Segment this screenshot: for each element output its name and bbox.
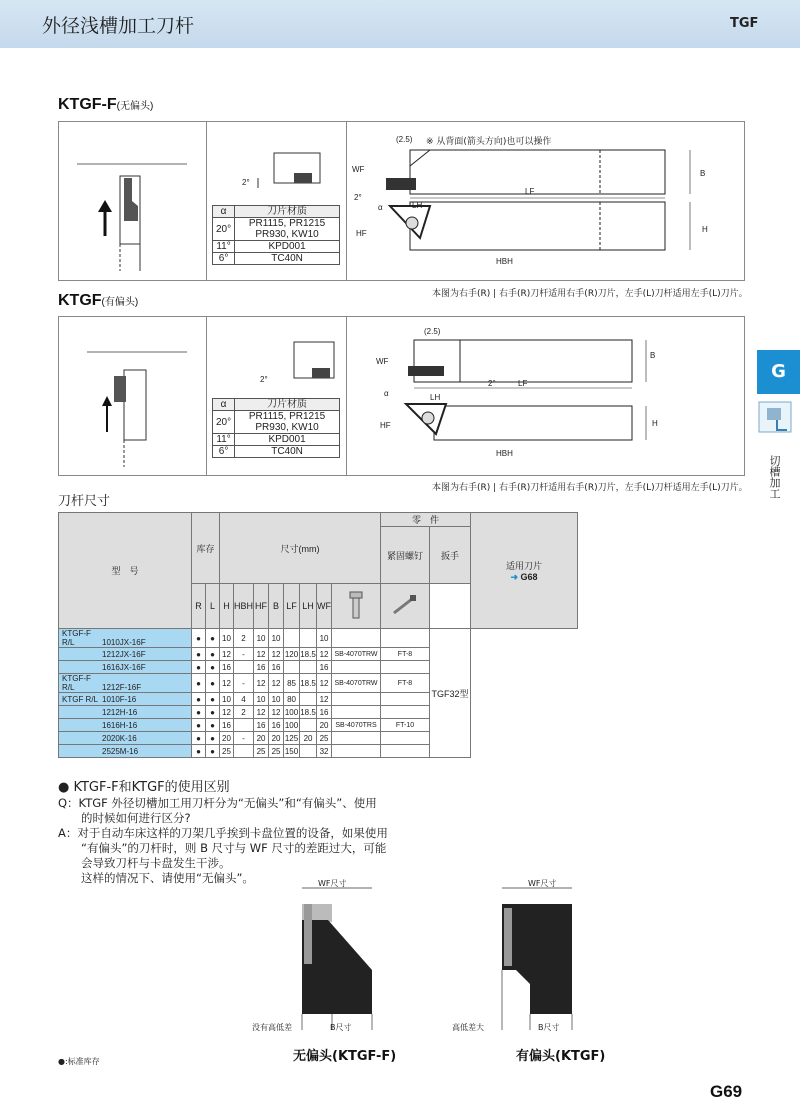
cell-b: 10 bbox=[269, 693, 284, 706]
model-prefix: KTGF-F R/L bbox=[62, 629, 91, 647]
right-caption: 有偏头(KTGF) bbox=[516, 1049, 606, 1064]
cell-hf: 12 bbox=[254, 706, 269, 719]
cell-r: ● bbox=[192, 629, 206, 648]
th-col-hbh: HBH bbox=[234, 584, 254, 629]
dim-wf: WF bbox=[376, 357, 389, 366]
th-size: 尺寸(mm) bbox=[220, 513, 381, 584]
cell-lh: 18.5 bbox=[300, 649, 316, 659]
cell-b: 16 bbox=[269, 661, 284, 674]
cell-hf: 10 bbox=[254, 629, 269, 648]
cell-wrench bbox=[381, 732, 430, 745]
cell-b: 12 bbox=[269, 648, 284, 661]
model-code: 2020K-16 bbox=[102, 733, 137, 743]
cell-wf: 16 bbox=[317, 706, 332, 719]
cell-b: 20 bbox=[269, 732, 284, 745]
model-cell bbox=[59, 745, 192, 758]
wrench-icon bbox=[381, 584, 430, 629]
cell-b: 25 bbox=[269, 745, 284, 758]
cell-b: 10 bbox=[269, 629, 284, 648]
th-screw: 紧固螺钉 bbox=[381, 527, 430, 584]
compare-right-illustration bbox=[450, 874, 600, 1040]
model-cell bbox=[59, 693, 192, 706]
cell-hbh bbox=[234, 719, 254, 732]
angle-label: 2° bbox=[242, 178, 250, 187]
dim-hbh: HBH bbox=[496, 257, 513, 266]
model-cell bbox=[59, 706, 192, 719]
dim-hbh: HBH bbox=[496, 449, 513, 458]
cell-wrench bbox=[381, 661, 430, 674]
th-col-b: B bbox=[269, 584, 284, 629]
th-insert bbox=[471, 513, 578, 629]
dim-lh: LH bbox=[412, 201, 423, 210]
material-name: PR1115, PR1215 PR930, KW10 bbox=[235, 411, 340, 434]
cell-screw: SB-4070TRS bbox=[332, 719, 381, 732]
cell-insert-type: TGF32型 bbox=[430, 629, 471, 758]
th-col-hf: HF bbox=[254, 584, 269, 629]
model-cell bbox=[59, 732, 192, 745]
cell-lf: 85 bbox=[284, 674, 300, 693]
cell-r: ● bbox=[192, 732, 206, 745]
cell-l: ● bbox=[206, 648, 220, 661]
material-alpha: 20° bbox=[213, 218, 235, 241]
dim-lf: LF bbox=[518, 379, 528, 388]
table-row bbox=[59, 745, 578, 758]
divider bbox=[346, 121, 347, 280]
th-col-wf: WF bbox=[317, 584, 332, 629]
dim-b: B bbox=[700, 169, 706, 178]
th-col-lf: LF bbox=[284, 584, 300, 629]
cell-hf: 10 bbox=[254, 693, 269, 706]
dim-2-5: (2.5) bbox=[424, 327, 441, 336]
answer-line: “有偏头”的刀杆时，则 B 尺寸与 WF 尺寸的差距过大，可能 bbox=[58, 841, 387, 855]
right-wf-label: WF尺寸 bbox=[528, 879, 557, 888]
dims-section-title: 刀杆尺寸 bbox=[58, 494, 111, 509]
side-label: 切槽加工 bbox=[768, 455, 781, 499]
cell-hf: 16 bbox=[254, 719, 269, 732]
material-alpha: 6° bbox=[213, 253, 235, 265]
divider bbox=[346, 316, 347, 475]
cell-hbh: - bbox=[234, 732, 254, 745]
dim-wf: WF bbox=[352, 165, 365, 174]
th-stock: 库存 bbox=[192, 513, 220, 584]
cell-screw bbox=[332, 661, 381, 674]
dim-hf: HF bbox=[356, 229, 367, 238]
dim-hf: HF bbox=[380, 421, 391, 430]
cell-b: 16 bbox=[269, 719, 284, 732]
page-number: G69 bbox=[710, 1082, 743, 1101]
question-line: Q：KTGF 外径切槽加工用刀杆分为“无偏头”和“有偏头”、使用 bbox=[58, 796, 377, 810]
cell-hbh bbox=[234, 745, 254, 758]
cell-lf: 125 bbox=[284, 733, 299, 743]
cell-h: 16 bbox=[220, 661, 234, 674]
cell-h: 12 bbox=[220, 706, 234, 719]
cell-wf: 10 bbox=[317, 629, 332, 648]
cell-wrench: FT-10 bbox=[381, 719, 430, 732]
cell-lf: 120 bbox=[284, 649, 299, 659]
footnote: ●:标准库存 bbox=[58, 1057, 100, 1066]
cell-wf: 12 bbox=[317, 674, 332, 693]
angle-label: 2° bbox=[260, 375, 268, 384]
cell-r: ● bbox=[192, 661, 206, 674]
section1-note-bottom: 本图为右手(R) | 右手(R)刀杆适用右手(R)刀片，左手(L)刀杆适用左手(L)刀片。 bbox=[432, 289, 748, 299]
material-header-name: 刀片材质 bbox=[235, 399, 340, 411]
material-name: KPD001 bbox=[235, 241, 340, 253]
section1-name: KTGF-F bbox=[58, 96, 117, 113]
insert-sketch bbox=[236, 340, 336, 390]
cell-r: ● bbox=[192, 674, 206, 693]
cell-wrench bbox=[381, 706, 430, 719]
cell-lf: 100 bbox=[284, 707, 299, 717]
answer-line: 这样的情况下、请使用“无偏头”。 bbox=[58, 871, 254, 885]
cell-screw: SB-4070TRW bbox=[332, 648, 381, 661]
th-col-l: L bbox=[206, 584, 220, 629]
cell-l: ● bbox=[206, 629, 220, 648]
material-table-1 bbox=[212, 205, 340, 265]
usage-title: ● KTGF-F和KTGF的使用区别 bbox=[58, 780, 230, 795]
th-col-r: R bbox=[192, 584, 206, 629]
material-alpha: 20° bbox=[213, 411, 235, 434]
dim-angle: 2° bbox=[354, 193, 362, 202]
cell-l: ● bbox=[206, 719, 220, 732]
insert-ref-label: G68 bbox=[520, 571, 538, 582]
model-cell bbox=[59, 661, 192, 674]
cell-r: ● bbox=[192, 693, 206, 706]
cell-hbh: 2 bbox=[234, 629, 254, 648]
material-alpha: 11° bbox=[213, 241, 235, 253]
cell-wf: 32 bbox=[317, 745, 332, 758]
dim-h: H bbox=[652, 419, 658, 428]
insert-header-label: 适用刀片 bbox=[505, 560, 542, 571]
cell-wf: 12 bbox=[317, 693, 332, 706]
cell-wf: 16 bbox=[317, 661, 332, 674]
dim-lf: LF bbox=[525, 187, 535, 196]
cell-hbh: - bbox=[234, 648, 254, 661]
model-code: 1010F-16 bbox=[102, 694, 137, 704]
cell-lf: 150 bbox=[284, 746, 299, 756]
table-row bbox=[59, 648, 578, 661]
model-code: 2525M-16 bbox=[102, 746, 139, 756]
left-diff-label: 没有高低差 bbox=[252, 1023, 292, 1032]
table-row bbox=[59, 661, 578, 674]
table-row bbox=[59, 629, 578, 648]
table-row bbox=[59, 674, 578, 693]
model-code: 1616H-16 bbox=[102, 720, 138, 730]
material-header-alpha: α bbox=[213, 206, 235, 218]
dimension-table bbox=[58, 512, 578, 758]
cell-l: ● bbox=[206, 745, 220, 758]
table-row bbox=[59, 693, 578, 706]
cell-screw bbox=[332, 745, 381, 758]
cell-lh: 18.5 bbox=[300, 674, 317, 693]
cell-h: 25 bbox=[220, 745, 234, 758]
cell-wf: 25 bbox=[317, 732, 332, 745]
cell-wf: 12 bbox=[317, 648, 332, 661]
material-header-alpha: α bbox=[213, 399, 235, 411]
screw-icon bbox=[332, 584, 381, 629]
cell-lf: 100 bbox=[284, 720, 299, 730]
left-b-label: B尺寸 bbox=[330, 1023, 352, 1032]
dim-alpha: α bbox=[384, 389, 389, 398]
model-code: 1616JX-16F bbox=[102, 662, 146, 672]
cell-hbh: - bbox=[234, 674, 254, 693]
model-cell bbox=[59, 719, 192, 732]
cell-b: 12 bbox=[269, 674, 284, 693]
cell-l: ● bbox=[206, 732, 220, 745]
model-code: 1010JX-16F bbox=[102, 638, 146, 647]
material-alpha: 11° bbox=[213, 434, 235, 446]
section2-note-bottom: 本图为右手(R) | 右手(R)刀杆适用右手(R)刀片，左手(L)刀杆适用左手(L)刀片。 bbox=[432, 483, 748, 493]
section2-title bbox=[58, 292, 138, 310]
section2-subtitle: (有偏头) bbox=[101, 297, 139, 308]
cell-wrench bbox=[381, 745, 430, 758]
section2-name: KTGF bbox=[58, 292, 102, 309]
model-cell bbox=[59, 648, 192, 661]
cell-l: ● bbox=[206, 693, 220, 706]
section2-toolholder-drawing bbox=[350, 322, 740, 470]
material-alpha: 6° bbox=[213, 446, 235, 458]
section1-note-top: ※ 从背面(箭头方向)也可以操作 bbox=[426, 137, 552, 147]
usage-qa bbox=[58, 796, 388, 886]
model-cell bbox=[59, 629, 192, 648]
compare-left-illustration bbox=[250, 874, 400, 1040]
cell-wrench: FT-8 bbox=[381, 674, 430, 693]
section1-setup-diagram bbox=[62, 126, 204, 276]
cell-screw bbox=[332, 706, 381, 719]
material-name: TC40N bbox=[235, 446, 340, 458]
cell-r: ● bbox=[192, 706, 206, 719]
cell-h: 12 bbox=[220, 674, 234, 693]
th-col-lh: LH bbox=[300, 584, 317, 629]
cell-hbh: 4 bbox=[234, 693, 254, 706]
dim-angle: 2° bbox=[488, 379, 496, 388]
dim-lh: LH bbox=[430, 393, 441, 402]
cell-screw bbox=[332, 629, 381, 648]
section1-subtitle: (无偏头) bbox=[116, 101, 154, 112]
material-name: PR1115, PR1215 PR930, KW10 bbox=[235, 218, 340, 241]
answer-line: A：对于自动车床这样的刀架几乎挨到卡盘位置的设备，如果使用 bbox=[58, 826, 388, 840]
cell-lf bbox=[284, 629, 300, 648]
material-name: KPD001 bbox=[235, 434, 340, 446]
cell-h: 10 bbox=[220, 693, 234, 706]
cell-h: 16 bbox=[220, 719, 234, 732]
dim-h: H bbox=[702, 225, 708, 234]
series-code: TGF bbox=[730, 16, 759, 31]
cell-screw: SB-4070TRW bbox=[332, 674, 381, 693]
cell-wrench bbox=[381, 629, 430, 648]
cell-lh bbox=[300, 745, 317, 758]
cell-l: ● bbox=[206, 661, 220, 674]
cell-hf: 12 bbox=[254, 674, 269, 693]
model-code: 1212F-16F bbox=[102, 683, 142, 692]
model-code: 1212JX-16F bbox=[102, 649, 146, 659]
material-header-name: 刀片材质 bbox=[235, 206, 340, 218]
cell-l: ● bbox=[206, 706, 220, 719]
right-b-label: B尺寸 bbox=[538, 1023, 560, 1032]
cell-lh bbox=[300, 719, 317, 732]
cell-lh bbox=[300, 629, 317, 648]
table-row bbox=[59, 719, 578, 732]
cell-h: 10 bbox=[220, 629, 234, 648]
model-prefix: KTGF R/L bbox=[62, 694, 99, 704]
cell-wrench bbox=[381, 693, 430, 706]
answer-line: 会导致刀杆与卡盘发生干涉。 bbox=[58, 856, 231, 870]
cell-l: ● bbox=[206, 674, 220, 693]
cell-lf: 80 bbox=[284, 693, 300, 706]
cell-h: 20 bbox=[220, 732, 234, 745]
question-line: 的时候如何进行区分? bbox=[58, 811, 191, 825]
dim-b: B bbox=[650, 351, 656, 360]
cell-hf: 12 bbox=[254, 648, 269, 661]
dim-alpha: α bbox=[378, 203, 383, 212]
cell-screw bbox=[332, 693, 381, 706]
page-title: 外径浅槽加工刀杆 bbox=[42, 15, 195, 37]
left-wf-label: WF尺寸 bbox=[318, 879, 347, 888]
cell-r: ● bbox=[192, 719, 206, 732]
model-prefix: KTGF-F R/L bbox=[62, 674, 91, 692]
cell-lf bbox=[284, 661, 300, 674]
cell-lh bbox=[300, 693, 317, 706]
cell-wrench: FT-8 bbox=[381, 648, 430, 661]
cell-wf: 20 bbox=[317, 719, 332, 732]
section2-setup-diagram bbox=[62, 322, 204, 472]
dim-2-5: (2.5) bbox=[396, 135, 413, 144]
th-model: 型 号 bbox=[59, 513, 192, 629]
model-cell bbox=[59, 674, 192, 693]
cell-lh: 20 bbox=[300, 732, 317, 745]
section1-title bbox=[58, 96, 153, 114]
cell-screw bbox=[332, 732, 381, 745]
table-row bbox=[59, 706, 578, 719]
cell-hf: 20 bbox=[254, 732, 269, 745]
divider bbox=[206, 121, 207, 280]
cell-b: 12 bbox=[269, 706, 284, 719]
material-table-2 bbox=[212, 398, 340, 458]
cell-r: ● bbox=[192, 648, 206, 661]
cell-hbh bbox=[234, 661, 254, 674]
cell-hf: 25 bbox=[254, 745, 269, 758]
model-code: 1212H-16 bbox=[102, 707, 138, 717]
th-parts: 零 件 bbox=[381, 513, 471, 527]
cell-lh bbox=[300, 661, 317, 674]
insert-sketch bbox=[236, 148, 326, 190]
material-name: TC40N bbox=[235, 253, 340, 265]
right-diff-label: 高低差大 bbox=[452, 1023, 484, 1032]
th-wrench: 扳手 bbox=[430, 527, 471, 584]
left-caption: 无偏头(KTGF-F) bbox=[293, 1049, 397, 1064]
cell-hbh: 2 bbox=[234, 706, 254, 719]
cell-h: 12 bbox=[220, 648, 234, 661]
cell-lh: 18.5 bbox=[300, 707, 316, 717]
table-row bbox=[59, 732, 578, 745]
section-tab-g[interactable]: G bbox=[757, 350, 800, 394]
grooving-icon bbox=[757, 400, 793, 434]
section1-toolholder-drawing bbox=[350, 128, 740, 276]
cell-hf: 16 bbox=[254, 661, 269, 674]
divider bbox=[206, 316, 207, 475]
cell-r: ● bbox=[192, 745, 206, 758]
insert-ref: ➜ G68 bbox=[510, 571, 538, 582]
th-col-h: H bbox=[220, 584, 234, 629]
